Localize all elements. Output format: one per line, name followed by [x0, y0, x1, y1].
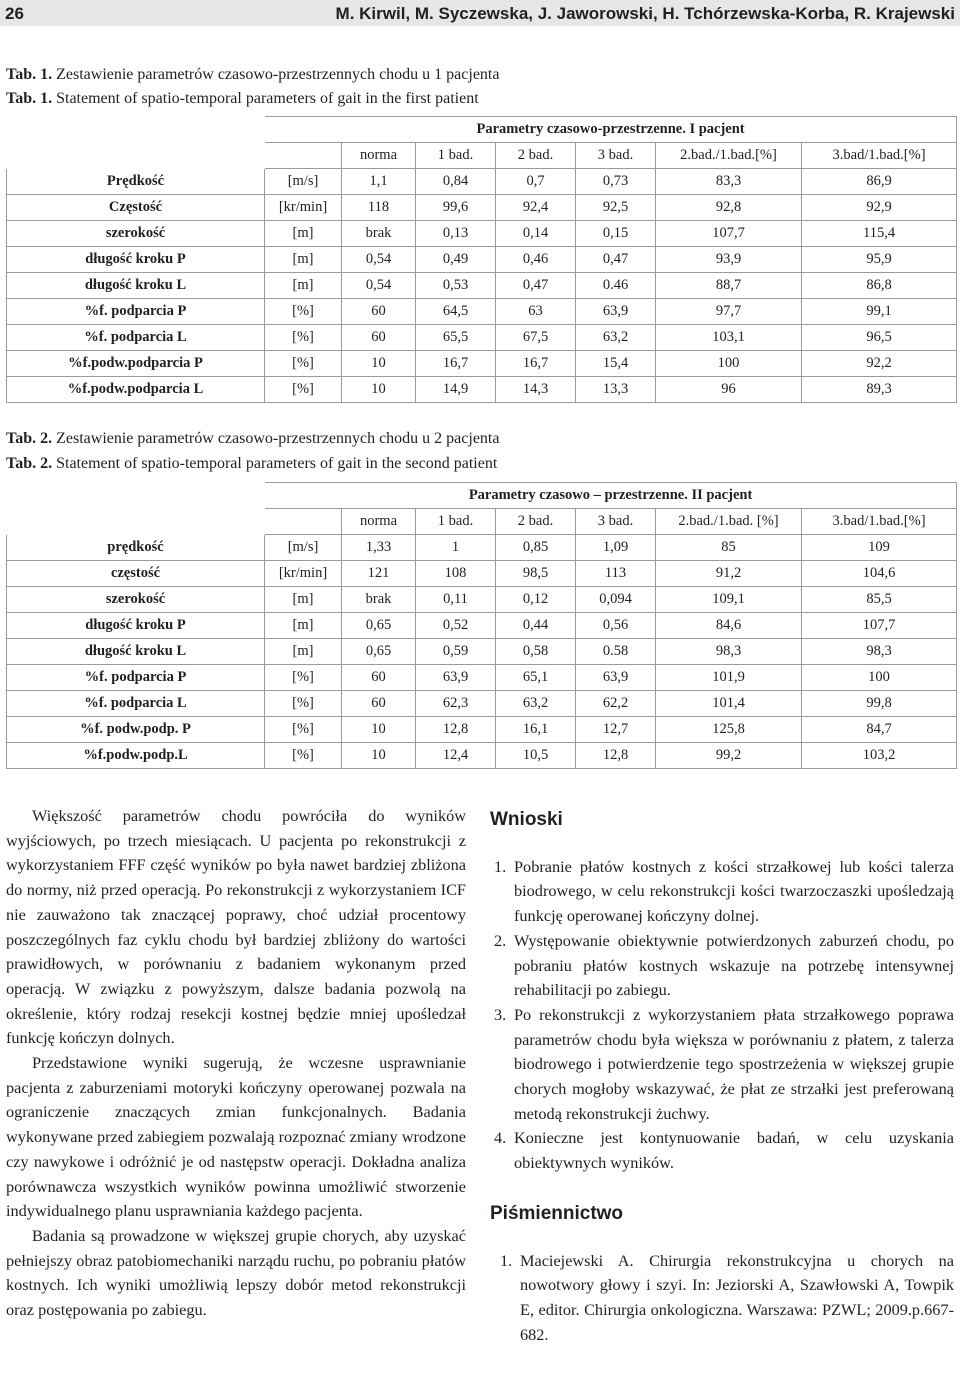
page-header [0, 0, 960, 26]
table-row [7, 561, 957, 587]
table-cell: 1,33 [342, 535, 416, 561]
column-header: 3 bad. [576, 509, 656, 535]
reference-item: 1. Maciejewski A. Chirurgia rekonstrukcyjna u chorych na nowotwory głowy i szyi. In: Jeziorski A, Szawłowski A, Towpik E, editor. Chirurgia onkologiczna. Warszawa: PZWL; 2009.p.667-682. [500, 1250, 954, 1344]
table-cell: 62,3 [416, 691, 496, 717]
table-cell: 63,9 [576, 665, 656, 691]
row-label: szerokość [7, 587, 265, 613]
row-label: %f.podw.podparcia P [7, 351, 265, 377]
row-label: %f.podw.podparcia L [7, 377, 265, 403]
table-cell: 107,7 [656, 221, 802, 247]
table-cell: 10 [342, 717, 416, 743]
table-cell: 92,8 [656, 195, 802, 221]
row-unit: [m] [265, 639, 342, 665]
table-cell: 98,3 [802, 639, 957, 665]
table-cell: 99,2 [656, 743, 802, 769]
table-row [7, 195, 957, 221]
column-header: 1 bad. [416, 143, 496, 169]
table-cell: 85 [656, 535, 802, 561]
table-cell: 98,5 [496, 561, 576, 587]
table-cell: 12,4 [416, 743, 496, 769]
row-label: prędkość [7, 535, 265, 561]
table-cell: 85,5 [802, 587, 957, 613]
row-label: %f. podw.podp. P [7, 717, 265, 743]
row-unit: [%] [265, 377, 342, 403]
table-cell: 93,9 [656, 247, 802, 273]
table1-caption-en: Tab. 1. Statement of spatio-temporal parameters of gait in the first patient [6, 90, 479, 107]
table-cell: 12,7 [576, 717, 656, 743]
table-cell: 107,7 [802, 613, 957, 639]
table-cell: 91,2 [656, 561, 802, 587]
table-row [7, 169, 957, 195]
table-cell: 84,7 [802, 717, 957, 743]
column-header: norma [342, 509, 416, 535]
row-label: %f. podparcia L [7, 691, 265, 717]
table-cell: 109,1 [656, 587, 802, 613]
table2-caption-pl: Tab. 2. Zestawienie parametrów czasowo-przestrzennych chodu u 2 pacjenta [6, 430, 500, 447]
table-cell: 12,8 [416, 717, 496, 743]
table1-header-row [7, 143, 957, 169]
column-header: 2 bad. [496, 143, 576, 169]
conclusion-item: 4. Konieczne jest kontynuowanie badań, w celu uzyskania obiektywnych wyników. [494, 1128, 954, 1173]
table-row [7, 743, 957, 769]
table1-caption-pl: Tab. 1. Zestawienie parametrów czasowo-przestrzennych chodu u 1 pacjenta [6, 66, 500, 83]
table-cell: 60 [342, 691, 416, 717]
row-label: długość kroku L [7, 639, 265, 665]
table-cell: 96,5 [802, 325, 957, 351]
body-paragraph: Większość parametrów chodu powróciła do wyników wyjściowych, po trzech miesiącach. U pacjenta po rekonstrukcji z wykorzystaniem FFF część wyników po była nawet bardziej zbliżona do normy, niż przed operacją. Po rekonstrukcji z wykorzystaniem ICF nie zauważono tak znaczącej poprawy, choć udział procentowy poszczególnych faz cyklu chodu był bardziej zbliżony do wartości prawidłowych, w porównaniu z badaniem wykonanym przed operacją. W związku z powyższym, dalsze badania pozwolą na określenie, który rodzaj resekcji kostnej będzie mniej upośledzał funkcję kończyn dolnych. [6, 806, 466, 1048]
table-cell: 0,46 [496, 247, 576, 273]
row-label: %f.podw.podp.L [7, 743, 265, 769]
table-cell: 103,2 [802, 743, 957, 769]
table1-title-row [7, 117, 957, 143]
table-cell: 92,5 [576, 195, 656, 221]
table-cell: 92,2 [802, 351, 957, 377]
table-row [7, 665, 957, 691]
table-cell: 0,54 [342, 247, 416, 273]
row-unit: [m] [265, 613, 342, 639]
table-cell: 65,5 [416, 325, 496, 351]
table2-title-row [7, 483, 957, 509]
table-row [7, 587, 957, 613]
table-cell: 60 [342, 325, 416, 351]
table-cell: 99,6 [416, 195, 496, 221]
conclusions-list [490, 855, 954, 1176]
row-unit: [%] [265, 743, 342, 769]
table2-header-row [7, 509, 957, 535]
table-row [7, 717, 957, 743]
table-cell: 0,56 [576, 613, 656, 639]
row-unit: [m/s] [265, 169, 342, 195]
table-cell: 10 [342, 377, 416, 403]
table-cell: 1,09 [576, 535, 656, 561]
table-cell: 16,1 [496, 717, 576, 743]
table-cell: 0,49 [416, 247, 496, 273]
row-unit: [%] [265, 325, 342, 351]
conclusion-item: 2. Występowanie obiektywnie potwierdzonych zaburzeń chodu, po pobraniu płatów kostnych wskazuje na potrzebę intensywnej rehabilitacji po zabiegu. [494, 930, 954, 1000]
table-cell: 63,2 [496, 691, 576, 717]
table-cell: 62,2 [576, 691, 656, 717]
row-unit: [%] [265, 717, 342, 743]
column-header: norma [342, 143, 416, 169]
table-cell: 0,47 [576, 247, 656, 273]
table-cell: 99,8 [802, 691, 957, 717]
table-cell: 98,3 [656, 639, 802, 665]
row-label: długość kroku L [7, 273, 265, 299]
conclusion-item: 3. Po rekonstrukcji z wykorzystaniem płata strzałkowego poprawa parametrów chodu była większa w porównaniu z płatem, z talerza biodrowego i potwierdzenie tego spostrzeżenia w większej grupie chorych mogłoby wskazywać, że płat ze strzałki jest preferowaną metodą rekonstrukcji żuchwy. [494, 1004, 954, 1123]
row-unit: [%] [265, 665, 342, 691]
table-cell: 84,6 [656, 613, 802, 639]
table-row [7, 221, 957, 247]
row-label: długość kroku P [7, 247, 265, 273]
row-label: szerokość [7, 221, 265, 247]
table-row [7, 299, 957, 325]
column-header: 1 bad. [416, 509, 496, 535]
row-unit: [m] [265, 247, 342, 273]
row-unit: [m/s] [265, 535, 342, 561]
table-cell: 109 [802, 535, 957, 561]
row-unit: [%] [265, 351, 342, 377]
column-header: 3.bad/1.bad.[%] [802, 143, 957, 169]
table-cell: 115,4 [802, 221, 957, 247]
row-label: Prędkość [7, 169, 265, 195]
table-cell: 86,9 [802, 169, 957, 195]
table-cell: 0,13 [416, 221, 496, 247]
table-cell: brak [342, 221, 416, 247]
table-row [7, 351, 957, 377]
row-unit: [kr/min] [265, 561, 342, 587]
row-unit: [m] [265, 587, 342, 613]
table2-title: Parametry czasowo – przestrzenne. II pacjent [265, 483, 957, 509]
table-cell: 63,9 [416, 665, 496, 691]
table2 [6, 482, 957, 769]
table-cell: 97,7 [656, 299, 802, 325]
running-authors: M. Kirwil, M. Syczewska, J. Jaworowski, H. Tchórzewska-Korba, R. Krajewski [335, 4, 955, 23]
table-cell: 101,9 [656, 665, 802, 691]
row-label: długość kroku P [7, 613, 265, 639]
row-label: %f. podparcia P [7, 665, 265, 691]
body-paragraph: Przedstawione wyniki sugerują, że wczesne usprawnianie pacjenta z zaburzeniami motoryki kończyny operowanej pozwala na ograniczenie znaczących zmian funkcjonalnych. Badania wykonywane przed zabiegiem pozwalają rozpoznać zmiany wrodzone czy nawykowe i odróżnić je od następstw operacji. Dokładna analiza porównawcza wszystkich wyników powinna umożliwić stworzenie indywidualnego planu usprawniania każdego pacjenta. [6, 1053, 466, 1221]
table-cell: 88,7 [656, 273, 802, 299]
table-cell: 86,8 [802, 273, 957, 299]
table-cell: 1,1 [342, 169, 416, 195]
table-cell: 0,85 [496, 535, 576, 561]
table-cell: 63 [496, 299, 576, 325]
conclusion-item: 1. Pobranie płatów kostnych z kości strzałkowej lub kości talerza biodrowego, w celu rekonstrukcji kości twarzoczaszki upośledzają funkcję operowanej kończyny dolnej. [494, 856, 954, 926]
table-cell: 0.46 [576, 273, 656, 299]
table-cell: 0,094 [576, 587, 656, 613]
table-row [7, 377, 957, 403]
table-cell: 10 [342, 743, 416, 769]
table-cell: 83,3 [656, 169, 802, 195]
table-cell: 14,3 [496, 377, 576, 403]
table-cell: 0,59 [416, 639, 496, 665]
table-cell: 60 [342, 299, 416, 325]
table-cell: 96 [656, 377, 802, 403]
table-cell: brak [342, 587, 416, 613]
table-cell: 103,1 [656, 325, 802, 351]
table-cell: 0,15 [576, 221, 656, 247]
table-cell: 0,84 [416, 169, 496, 195]
conclusions-heading: Wnioski [490, 809, 563, 830]
column-header: 2 bad. [496, 509, 576, 535]
table-cell: 1 [416, 535, 496, 561]
column-header: 3.bad/1.bad.[%] [802, 509, 957, 535]
table-cell: 14,9 [416, 377, 496, 403]
table-cell: 10,5 [496, 743, 576, 769]
table-cell: 99,1 [802, 299, 957, 325]
row-unit: [m] [265, 221, 342, 247]
body-text-right [490, 808, 954, 1347]
table2-caption-en: Tab. 2. Statement of spatio-temporal parameters of gait in the second patient [6, 455, 498, 472]
row-label: %f. podparcia P [7, 299, 265, 325]
table-cell: 95,9 [802, 247, 957, 273]
table-cell: 100 [656, 351, 802, 377]
table-cell: 0,52 [416, 613, 496, 639]
row-unit: [kr/min] [265, 195, 342, 221]
table-cell: 10 [342, 351, 416, 377]
table-cell: 0,58 [496, 639, 576, 665]
row-unit: [%] [265, 691, 342, 717]
table-row [7, 273, 957, 299]
table-cell: 108 [416, 561, 496, 587]
body-text-left [6, 804, 466, 1323]
table-cell: 15,4 [576, 351, 656, 377]
table-cell: 0,47 [496, 273, 576, 299]
column-header: 2.bad./1.bad.[%] [656, 143, 802, 169]
row-unit: [%] [265, 299, 342, 325]
table-cell: 0,65 [342, 613, 416, 639]
table-cell: 0,14 [496, 221, 576, 247]
table1 [6, 116, 957, 403]
table-cell: 0,7 [496, 169, 576, 195]
table-cell: 92,4 [496, 195, 576, 221]
table-cell: 0,44 [496, 613, 576, 639]
table-cell: 0,65 [342, 639, 416, 665]
table-cell: 67,5 [496, 325, 576, 351]
references-list [490, 1249, 954, 1348]
table-cell: 125,8 [656, 717, 802, 743]
table-cell: 63,9 [576, 299, 656, 325]
row-label: częstość [7, 561, 265, 587]
table-cell: 101,4 [656, 691, 802, 717]
table-cell: 12,8 [576, 743, 656, 769]
table-cell: 13,3 [576, 377, 656, 403]
page-number: 26 [5, 4, 24, 23]
table-cell: 0,12 [496, 587, 576, 613]
table-cell: 100 [802, 665, 957, 691]
table-cell: 65,1 [496, 665, 576, 691]
table-cell: 60 [342, 665, 416, 691]
table-cell: 104,6 [802, 561, 957, 587]
table1-title: Parametry czasowo-przestrzenne. I pacjent [265, 117, 957, 143]
table-cell: 0,11 [416, 587, 496, 613]
table-row [7, 639, 957, 665]
table-cell: 64,5 [416, 299, 496, 325]
table-cell: 16,7 [496, 351, 576, 377]
row-label: Częstość [7, 195, 265, 221]
table-row [7, 535, 957, 561]
row-unit: [m] [265, 273, 342, 299]
table-cell: 0.58 [576, 639, 656, 665]
column-header: 3 bad. [576, 143, 656, 169]
table-row [7, 247, 957, 273]
table-cell: 0,73 [576, 169, 656, 195]
table-cell: 121 [342, 561, 416, 587]
table-row [7, 691, 957, 717]
row-label: %f. podparcia L [7, 325, 265, 351]
table-cell: 16,7 [416, 351, 496, 377]
table-cell: 92,9 [802, 195, 957, 221]
table-cell: 89,3 [802, 377, 957, 403]
table-cell: 113 [576, 561, 656, 587]
references-heading: Piśmiennictwo [490, 1202, 624, 1224]
column-header: 2.bad./1.bad. [%] [656, 509, 802, 535]
body-paragraph: Badania są prowadzone w większej grupie chorych, aby uzyskać pełniejszy obraz patobiomechaniki narządu ruchu, po pobraniu płatów kostnych. Ich wyniki umożliwią lepszy dobór metod rekonstrukcji oraz postępowania po zabiegu. [6, 1225, 466, 1320]
table-cell: 63,2 [576, 325, 656, 351]
table-cell: 0,54 [342, 273, 416, 299]
table-row [7, 613, 957, 639]
table-cell: 0,53 [416, 273, 496, 299]
table-row [7, 325, 957, 351]
table-cell: 118 [342, 195, 416, 221]
